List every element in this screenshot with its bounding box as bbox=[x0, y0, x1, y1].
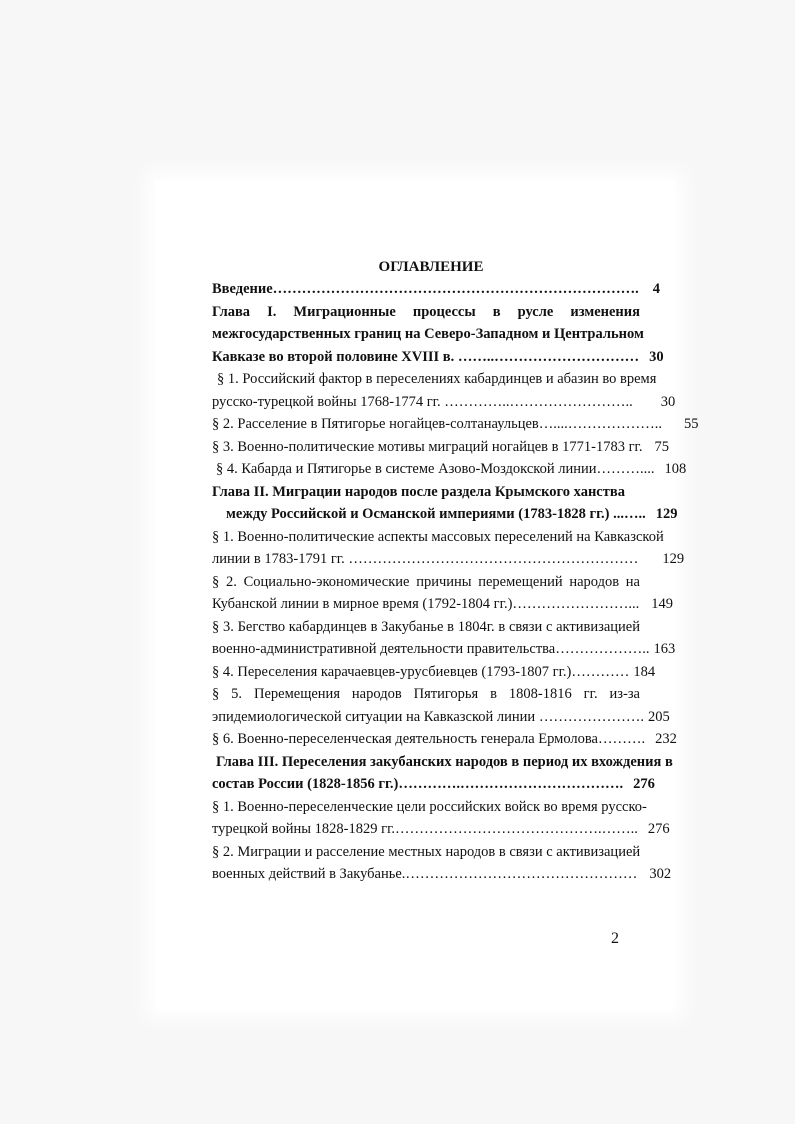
toc-entry-text: линии в 1783-1791 гг. bbox=[212, 551, 345, 567]
page-number: 2 bbox=[611, 930, 619, 947]
toc-entry-text: § 2. Расселение в Пятигорье ногайцев-солтанаульцев bbox=[212, 416, 539, 432]
toc-page-number: 55 bbox=[684, 416, 699, 432]
toc-leader: …………………………………………………………………. bbox=[272, 281, 639, 297]
toc-leader: …....……………….. bbox=[538, 416, 662, 432]
toc-page-number: 108 bbox=[664, 461, 687, 477]
toc-section-2-5-line-2 bbox=[212, 706, 670, 729]
toc-leader: ……….... bbox=[596, 461, 655, 477]
toc-page-number: 163 bbox=[653, 641, 676, 657]
toc-entry-text: русско-турецкой войны 1768-1774 гг. bbox=[212, 393, 441, 410]
toc-leader: …………………. bbox=[535, 708, 644, 725]
toc-section-1-1-line-2 bbox=[212, 391, 676, 414]
toc-section-2-3-line-1: § 3. Бегство кабардинцев в Закубанье в 1804г. в связи с активизацией bbox=[212, 618, 640, 635]
toc-leader: ……………………... bbox=[512, 596, 640, 612]
toc-leader: ………… bbox=[571, 663, 630, 680]
toc-page-number: 129 bbox=[662, 551, 685, 567]
toc-leader: ………. bbox=[598, 731, 646, 747]
toc-entry-text: состав России (1828-1856 гг.) bbox=[212, 776, 399, 792]
toc-leader: …………………………………………………… bbox=[344, 551, 639, 567]
toc-chapter-3-line-1: Глава III. Переселения закубанских народов в период их вхождения в bbox=[216, 753, 673, 770]
toc-section-2-6 bbox=[212, 728, 677, 751]
toc-page-number: 232 bbox=[655, 731, 677, 747]
toc-page-number: 30 bbox=[660, 393, 676, 410]
toc-intro bbox=[212, 278, 661, 301]
toc-section-3-2-line-1: § 2. Миграции и расселение местных народов в связи с активизацией bbox=[212, 843, 641, 860]
toc-leader: …………………………………….…….. bbox=[395, 821, 638, 837]
toc-section-1-1-line-1: § 1. Российский фактор в переселениях кабардинцев и абазин во время bbox=[217, 371, 657, 387]
toc-page-number: 129 bbox=[655, 506, 678, 522]
toc-leader: ...….. bbox=[609, 506, 646, 522]
toc-entry-text: § 3. Военно-политические мотивы миграций ногайцев в 1771-1783 гг. bbox=[212, 438, 643, 455]
toc-page-number: 4 bbox=[652, 281, 661, 297]
table-of-contents bbox=[212, 256, 699, 886]
toc-section-2-3-line-2 bbox=[212, 638, 676, 661]
toc-entry-text: военных действий в Закубанье. bbox=[212, 866, 406, 882]
toc-leader: ………………………………………… bbox=[405, 866, 638, 882]
toc-section-2-1-line-2 bbox=[212, 548, 685, 571]
toc-leader: ……………….. bbox=[555, 641, 650, 657]
toc-entry-text: § 6. Военно-переселенческая деятельность генерала Ермолова bbox=[212, 731, 598, 747]
toc-chapter-1-line-1: Глава I. Миграционные процессы в русле изменения bbox=[212, 303, 640, 320]
toc-title: ОГЛАВЛЕНИЕ bbox=[378, 259, 484, 275]
toc-entry-text: Кубанской линии в мирное время (1792-1804 гг.) bbox=[212, 596, 513, 612]
toc-section-2-4 bbox=[212, 661, 656, 684]
toc-section-2-5-line-1: § 5. Перемещения народов Пятигорья в 1808-1816 гг. из-за bbox=[212, 686, 640, 702]
toc-page-number: 276 bbox=[647, 821, 670, 837]
toc-section-3-1-line-1: § 1. Военно-переселенческие цели российских войск во время русско- bbox=[212, 798, 647, 815]
toc-leader: ………….……………………………. bbox=[398, 776, 624, 792]
toc-section-1-2 bbox=[212, 413, 699, 436]
toc-section-2-2-line-2 bbox=[212, 593, 674, 616]
toc-page-number: 30 bbox=[649, 348, 664, 365]
toc-chapter-3-line-2 bbox=[212, 773, 655, 796]
toc-section-2-2-line-1: § 2. Социально-экономические причины перемещений народов на bbox=[212, 573, 640, 590]
toc-chapter-2-line-2 bbox=[212, 503, 678, 526]
toc-chapter-1-line-3 bbox=[212, 346, 664, 369]
toc-page-number: 276 bbox=[633, 776, 655, 792]
toc-entry-text: § 4. Переселения карачаевцев-урусбиевцев (1793-1807 гг.) bbox=[212, 663, 572, 680]
toc-entry-text: между Российской и Османской империями (1783-1828 гг.) bbox=[226, 506, 610, 522]
toc-section-1-4 bbox=[212, 458, 687, 481]
toc-section-1-3 bbox=[212, 436, 669, 459]
toc-page-number: 205 bbox=[647, 708, 670, 725]
toc-section-3-2-line-2 bbox=[212, 863, 672, 886]
toc-chapter-2-line-1: Глава II. Миграции народов после раздела Крымского ханства bbox=[212, 483, 625, 500]
toc-entry-text: военно-административной деятельности правительства bbox=[212, 641, 556, 657]
toc-section-2-1-line-1: § 1. Военно-политические аспекты массовых переселений на Кавказской bbox=[212, 528, 664, 545]
toc-page-number: 149 bbox=[651, 596, 674, 612]
toc-page-number: 184 bbox=[633, 663, 656, 680]
toc-section-3-1-line-2 bbox=[212, 818, 670, 841]
toc-entry-text: Введение bbox=[212, 281, 273, 297]
toc-leader: ……..………………………… bbox=[454, 348, 640, 365]
toc-entry-text: § 4. Кабарда и Пятигорье в системе Азово-Моздокской линии bbox=[216, 461, 597, 477]
toc-entry-text: эпидемиологической ситуации на Кавказской линии bbox=[212, 708, 536, 725]
toc-page-number: 75 bbox=[654, 438, 669, 455]
toc-chapter-1-line-2: межгосударственных границ на Северо-Западном и Центральном bbox=[212, 326, 644, 342]
toc-leader: …………..…………………….. bbox=[440, 393, 633, 410]
toc-entry-text: Кавказе во второй половине XVIII в. bbox=[212, 348, 455, 365]
toc-page-number: 302 bbox=[649, 866, 672, 882]
toc-entry-text: турецкой войны 1828-1829 гг. bbox=[212, 821, 396, 837]
